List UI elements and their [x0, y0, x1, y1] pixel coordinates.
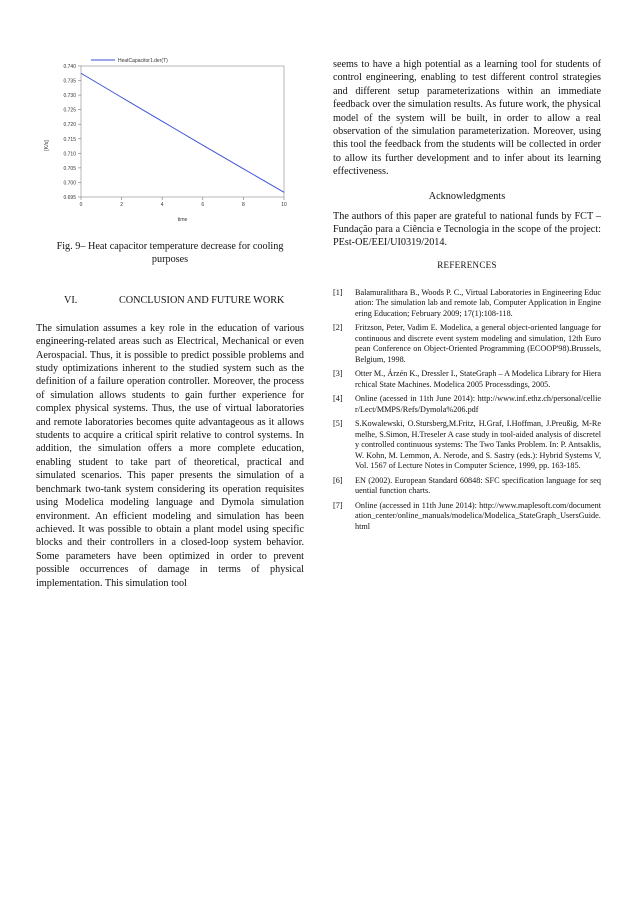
y-tick-label: 0.700	[63, 180, 76, 187]
y-tick-label: 0.720	[63, 122, 76, 129]
conclusion-paragraph: The simulation assumes a key role in the education of various engineering-related areas such as Electrical, Mechanical or even Aerospacial. Thus, it is possible to predict possible problems and study optimizations inherent to the studied system such as the definition of a failure operation controller. Moreover, the process of simulation allows students to gain further experience for complex physical systems. Thus, the use of virtual laboratories and remote laboratories becomes quite advantageous as it allows students to acquire a critical spirit relative to control systems. In addition, the simulation offers a more complete education, enabling student to take part of theoretical, practical and simulated scenarios. This paper presents the simulation of a benchmark two-tank system considering its operation requisites using Modelica modeling language and Dymola simulation environment. An efficient modeling and simulation has been achieved. It was possible to obtain a plant model using specific blocks and their controllers in a closed-loop system behavior. Some parameters have been optimized in order to prevent possible occurrences of damage in terms of physical implementation. This simulation tool	[36, 322, 304, 589]
conclusion-continuation: seems to have a high potential as a learning tool for students of control engineering, enabling to test different control strategies and different setup parameterizations within an immediate feedback over the simulation results. As future work, the physical model of the system will be built, in order to allow a real observation of the simulation parameterization. Moreover, using this tool the feedback from the students will be collected in order to allow its further development and to infer about its learning effectiveness.	[333, 59, 601, 178]
reference-text: Balamuralithara B., Woods P. C., Virtual Laboratories in Engineering Education: The simulation lab and remote lab, Computer Application in Engineering Education; February 2009; 17(1):108-118.	[355, 287, 601, 318]
reference-number: [5]	[333, 419, 343, 429]
y-tick-label: 0.710	[63, 151, 76, 158]
reference-item	[333, 476, 601, 497]
series-line	[81, 73, 284, 192]
y-axis-label: [K/s]	[44, 140, 50, 151]
section-title: CONCLUSION AND FUTURE WORK	[119, 294, 285, 306]
right-column	[333, 58, 601, 536]
section-number: VI.	[64, 294, 78, 306]
reference-number: [7]	[333, 500, 343, 510]
chart-svg	[36, 48, 304, 228]
figure-9-chart	[36, 48, 304, 228]
x-tick-label: 10	[281, 202, 287, 208]
reference-text: Otter M., Árzén K., Dressler I., StateGraph – A Modelica Library for Hierarchical State Machines. Modelica 2005 Processdings, 2005.	[355, 369, 601, 389]
acknowledgments-paragraph: The authors of this paper are grateful to national funds by FCT – Fundação para a Ciência e Tecnologia in the scope of the project: PEst-OE/EEI/UI0319/2014.	[333, 210, 601, 249]
x-tick-label: 0	[79, 202, 83, 208]
reference-item	[333, 419, 601, 472]
reference-item	[333, 288, 601, 320]
section-heading	[36, 295, 304, 306]
reference-number: [4]	[333, 394, 343, 404]
reference-number: [2]	[333, 323, 343, 333]
x-tick-label: 4	[160, 202, 164, 208]
reference-number: [3]	[333, 369, 343, 379]
y-tick-label: 0.705	[63, 165, 76, 172]
references-list	[333, 288, 601, 533]
reference-text: Fritzson, Peter, Vadim E. Modelica, a general object-oriented language for continuous and discrete event system modeling and simulation, 12th European Conference on Object-Oriented Programming (ECOOP'98).Brussels, Belgium, 1998.	[355, 323, 601, 364]
legend-label: HeatCapacitor1.der(T)	[118, 57, 168, 64]
y-tick-label: 0.725	[63, 107, 76, 114]
reference-text: S.Kowalewski, O.Stursberg,M.Fritz, H.Graf, I.Hoffman, J.Preußig, M-Remelhe, S.Simon, H.Treseler A case study in tool-aided analysis of discretely controlled continuous systems: The Two Tanks Problem. In: P. Antsaklis, W. Kohn, M. Lemmon, A. Nerode, and S. Sastry (eds.): Hybrid Systems V, Vol. 1567 of Lecture Notes in Computer Science, 1999, pp. 163-185.	[355, 419, 601, 471]
reference-item	[333, 369, 601, 390]
y-tick-label: 0.740	[63, 64, 76, 70]
reference-item	[333, 323, 601, 365]
y-tick-label: 0.730	[63, 93, 76, 100]
x-axis-label: time	[177, 217, 188, 223]
reference-text: Online (acessed in 11th June 2014): http://www.inf.ethz.ch/personal/cellier/Lect/MMPS/Refs/Dymola%206.pdf	[355, 394, 601, 414]
reference-number: [6]	[333, 475, 343, 485]
y-tick-label: 0.735	[63, 78, 76, 85]
x-tick-label: 2	[120, 202, 123, 208]
plot-area	[81, 66, 284, 197]
reference-item	[333, 501, 601, 533]
x-tick-label: 6	[201, 202, 205, 208]
y-tick-label: 0.715	[63, 136, 76, 143]
reference-number: [1]	[333, 287, 343, 297]
y-tick-label: 0.695	[63, 195, 76, 201]
reference-text: Online (accessed in 11th June 2014): http://www.maplesoft.com/documentation_center/online_manuals/modelica/Modelica_StateGraph_UsersGuide.html	[355, 500, 601, 531]
acknowledgments-heading: Acknowledgments	[428, 190, 506, 202]
reference-text: EN (2002). European Standard 60848: SFC specification language for sequential function charts.	[355, 475, 601, 496]
references-heading: REFERENCES	[437, 259, 497, 270]
reference-item	[333, 394, 601, 415]
figure-caption: Fig. 9– Heat capacitor temperature decrease for cooling purposes	[56, 241, 284, 266]
left-column	[36, 48, 304, 590]
x-tick-label: 8	[242, 202, 245, 208]
